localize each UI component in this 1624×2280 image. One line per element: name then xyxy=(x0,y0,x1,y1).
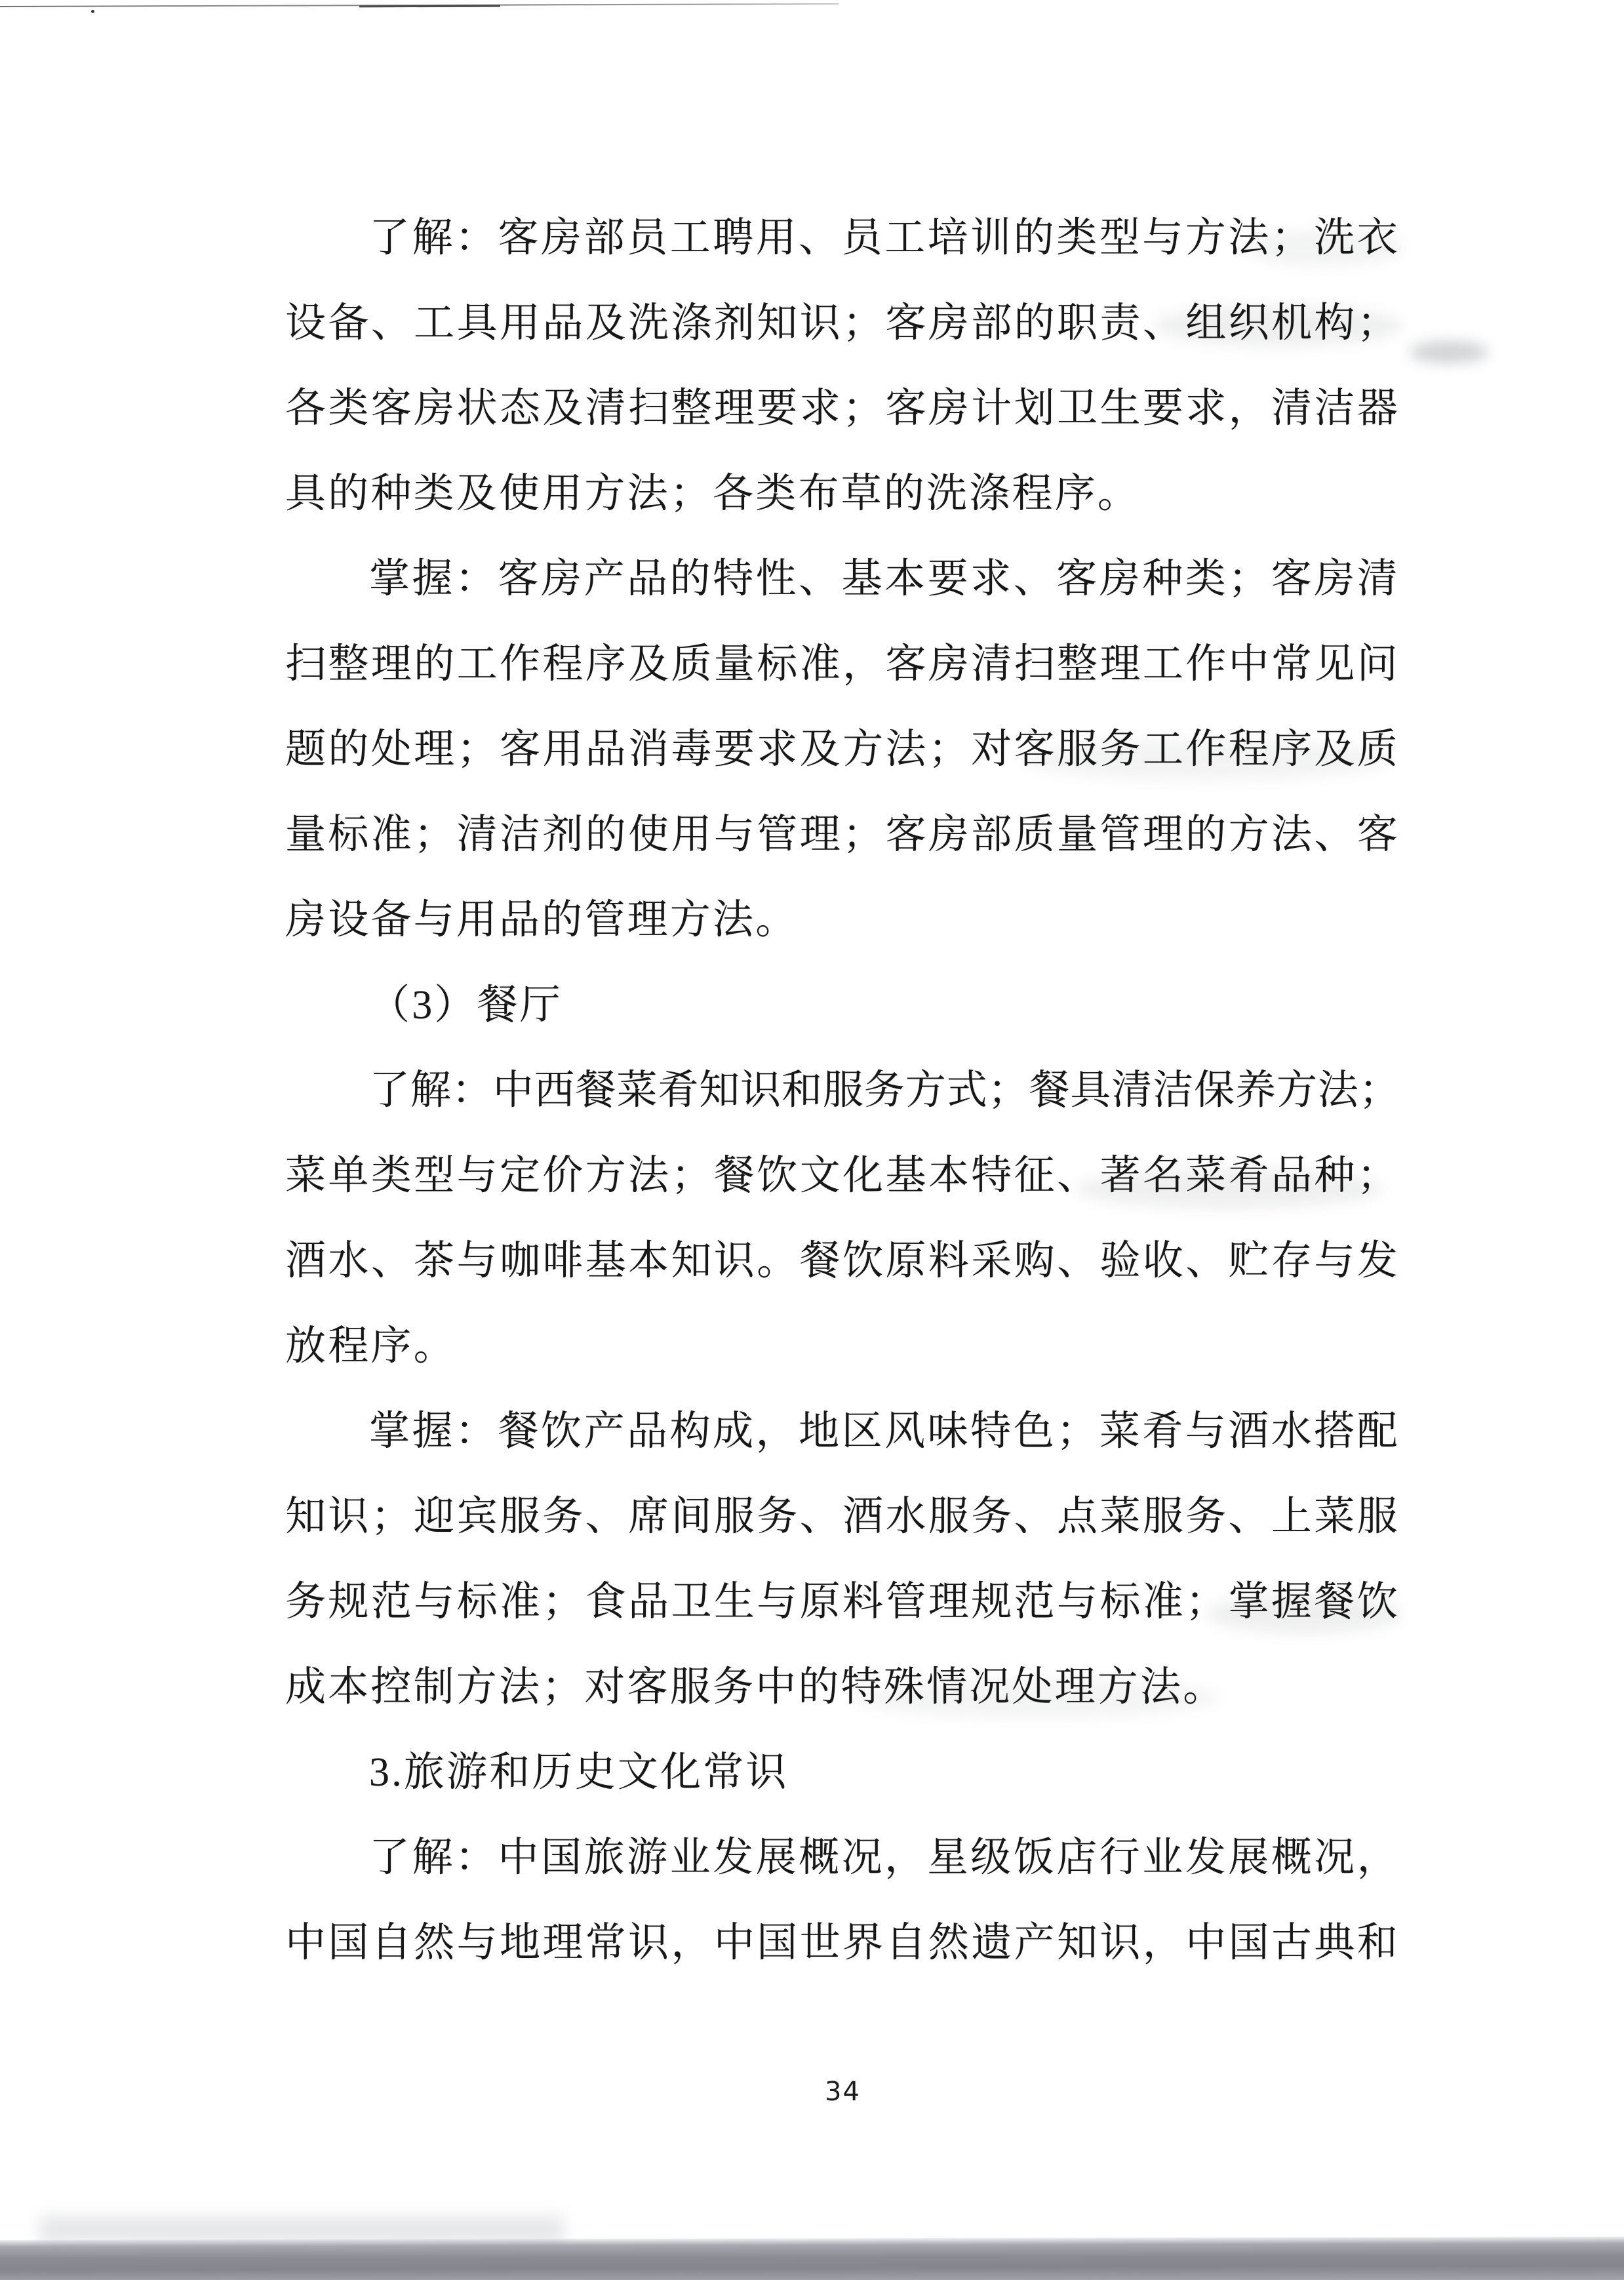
text-line: 具的种类及使用方法；各类布草的洗涤程序。 xyxy=(285,471,1141,516)
text-line: 务规范与标准；食品卫生与原料管理规范与标准；掌握餐饮 xyxy=(285,1580,1400,1624)
text-line: 了解：中西餐菜肴知识和服务方式；餐具清洁保养方法； xyxy=(369,1068,1400,1113)
section-heading-restaurant: （3）餐厅 xyxy=(369,983,563,1028)
page-number: 34 xyxy=(825,2077,861,2107)
text-line: 知识；迎宾服务、席间服务、酒水服务、点菜服务、上菜服 xyxy=(285,1494,1400,1539)
body-text-column xyxy=(285,195,1400,1986)
text-line: 放程序。 xyxy=(285,1324,456,1369)
text-line: 中国自然与地理常识，中国世界自然遗产知识，中国古典和 xyxy=(285,1921,1400,1965)
text-line: 了解：中国旅游业发展概况，星级饭店行业发展概况， xyxy=(369,1835,1400,1880)
scan-artifact-dot xyxy=(91,10,94,13)
scan-smudge xyxy=(1410,341,1488,363)
text-line: 成本控制方法；对客服务中的特殊情况处理方法。 xyxy=(285,1665,1226,1710)
text-line: 酒水、茶与咖啡基本知识。餐饮原料采购、验收、贮存与发 xyxy=(285,1239,1400,1283)
section-heading-tourism: 3.旅游和历史文化常识 xyxy=(369,1750,789,1795)
text-line: 掌握：餐饮产品构成，地区风味特色；菜肴与酒水搭配 xyxy=(369,1409,1400,1454)
scan-artifact-top-line-dark-segment xyxy=(359,5,500,8)
text-line: 扫整理的工作程序及质量标准，客房清扫整理工作中常见问 xyxy=(285,642,1400,687)
text-line: 题的处理；客用品消毒要求及方法；对客服务工作程序及质 xyxy=(285,727,1400,772)
text-line: 房设备与用品的管理方法。 xyxy=(285,898,799,942)
text-line: 量标准；清洁剂的使用与管理；客房部质量管理的方法、客 xyxy=(285,812,1400,857)
text-line: 菜单类型与定价方法；餐饮文化基本特征、著名菜肴品种； xyxy=(285,1153,1400,1198)
text-line: 了解：客房部员工聘用、员工培训的类型与方法；洗衣 xyxy=(369,216,1400,260)
text-line: 掌握：客房产品的特性、基本要求、客房种类；客房清 xyxy=(369,557,1400,601)
text-line: 各类客房状态及清扫整理要求；客房计划卫生要求，清洁器 xyxy=(285,386,1400,431)
text-line: 设备、工具用品及洗涤剂知识；客房部的职责、组织机构； xyxy=(285,301,1400,346)
scan-artifact-bottom-band xyxy=(0,2237,1624,2280)
